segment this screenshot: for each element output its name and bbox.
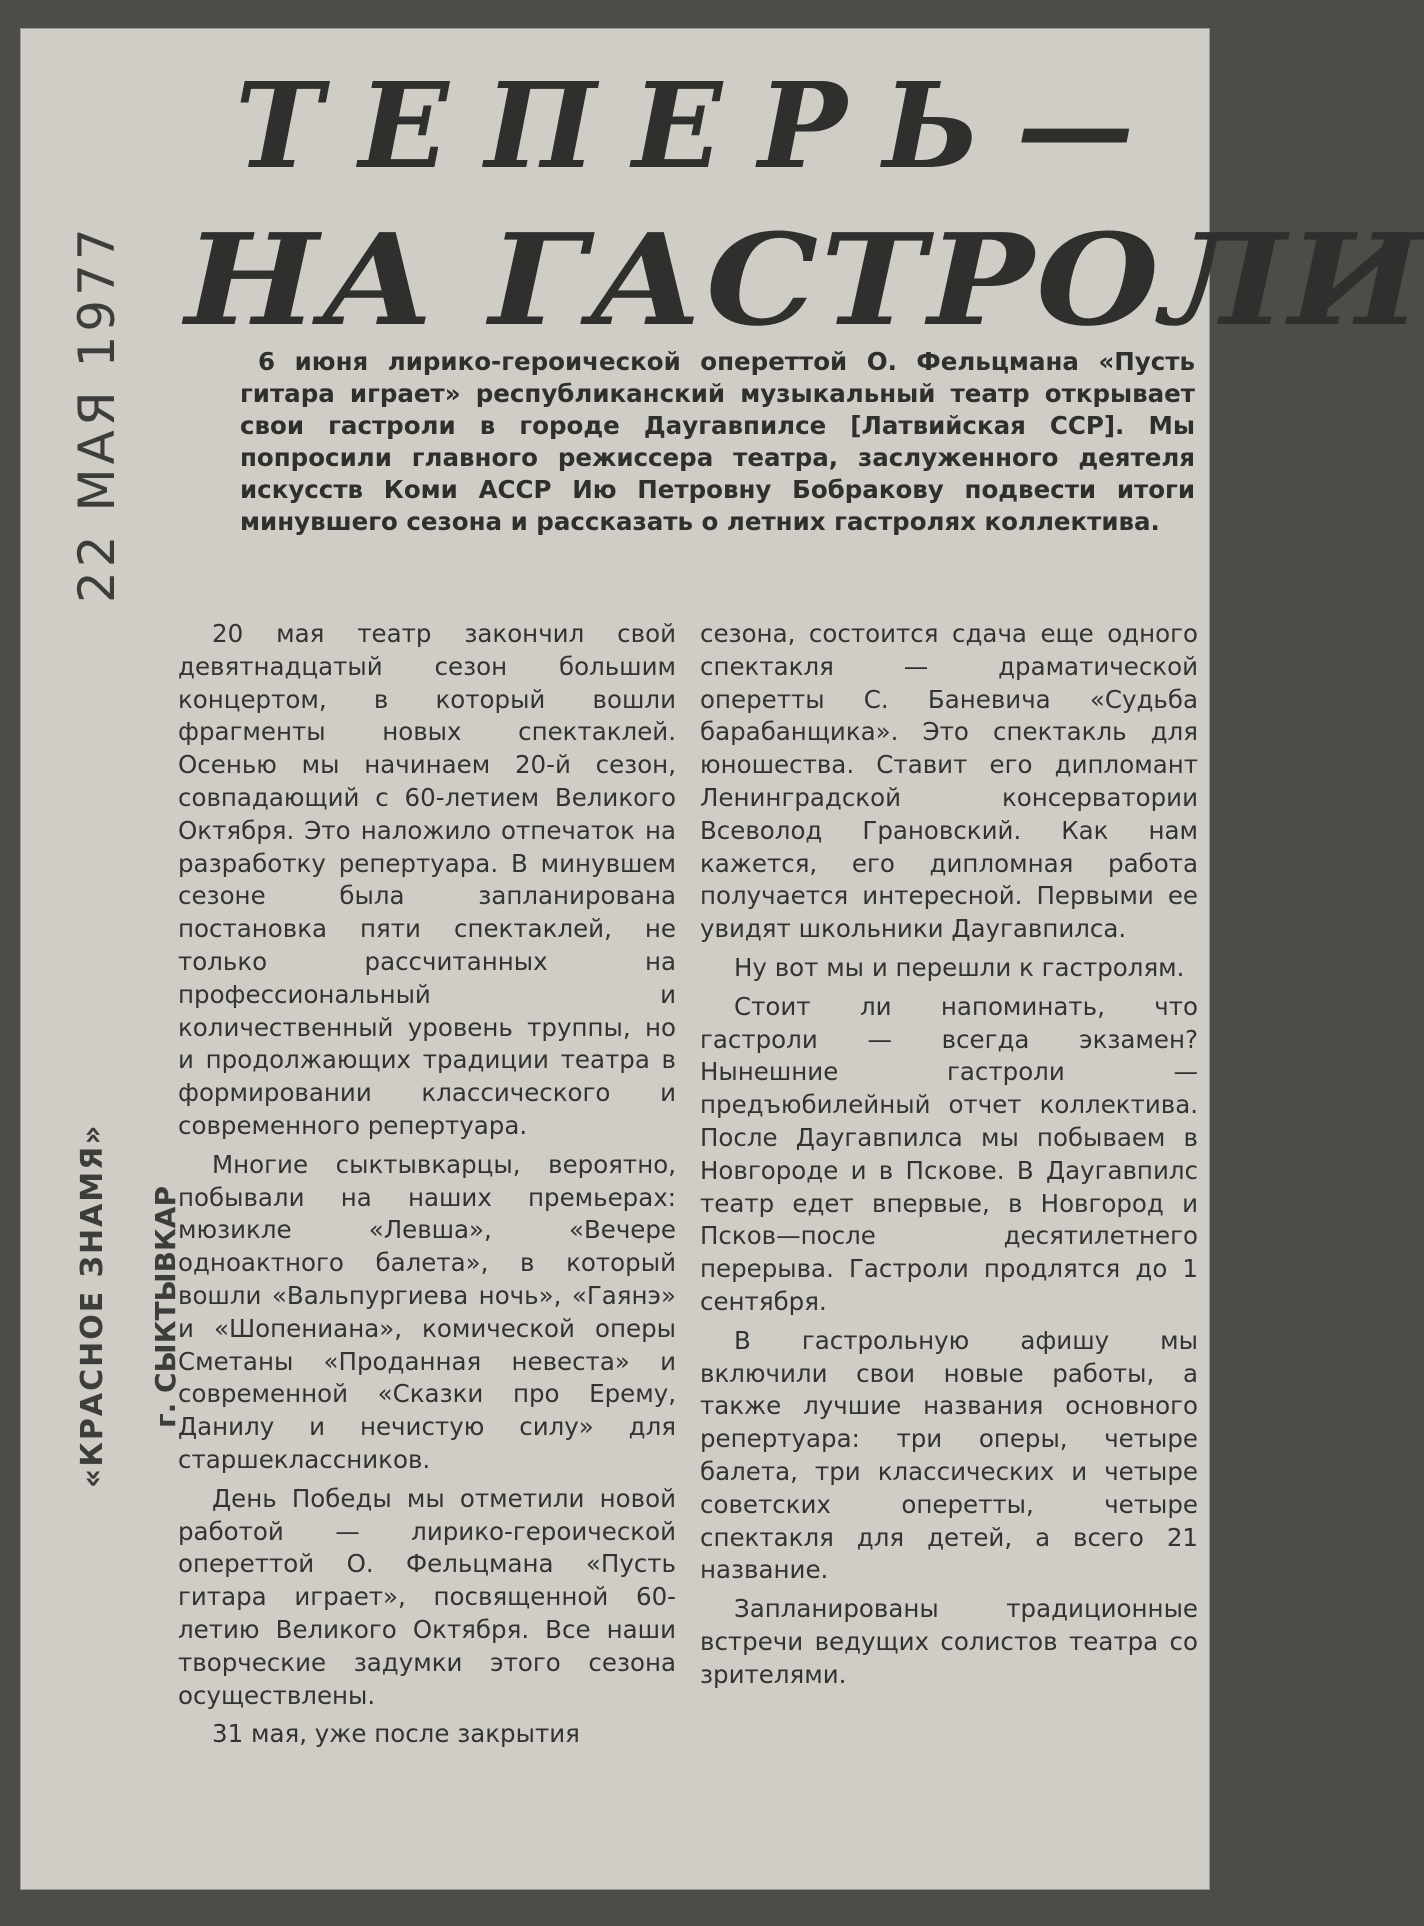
paragraph: 20 мая театр закончил свой девятнадцатый сезон большим концертом, в который вошли фрагменты новых спектаклей. Осенью мы начинаем 20-й сезон, совпадающий с 60-летием Великого Октября. Это наложило отпечаток на разработку репертуара. В минувшем сезоне была запланирована постановка пяти спектаклей, не только рассчитанных на профессиональный и количественный уровень труппы, но и продолжающих традиции театра в формировании классического и современного репертуара. <box>178 619 676 1140</box>
headline-line-1: ТЕПЕРЬ— <box>235 56 1171 195</box>
paragraph: Запланированы традиционные встречи ведущих солистов театра со зрителями. <box>700 1594 1198 1689</box>
article-column-left <box>178 618 676 1757</box>
archive-stamp <box>20 28 182 1890</box>
headline-line-2: НА ГАСТРОЛИ <box>185 206 1424 354</box>
stamp-city: г. СЫКТЫВКАР <box>149 1186 182 1428</box>
paragraph: Стоит ли напоминать, что гастроли — всегда экзамен? Нынешние гастроли — предъюбилейный отчет коллектива. После Даугавпилса мы побываем в Новгороде и в Пскове. В Даугавпилс театр едет впервые, в Новгород и Псков—после десятилетнего перерыва. Гастроли продлятся до 1 сентября. <box>700 991 1198 1316</box>
paragraph: День Победы мы отметили новой работой — лирико-героической опереттой О. Фельцмана «Пусть гитара играет», посвященной 60-летию Великого Октября. Все наши творческие задумки этого сезона осуществлены. <box>178 1483 676 1710</box>
paragraph: Ну вот мы и перешли к гастролям. <box>734 952 1185 982</box>
lead-paragraph: 6 июня лирико-героической опереттой О. Фельцмана «Пусть гитара играет» республиканский музыкальный театр открывает свои гастроли в городе Даугавпилсе [Латвийская ССР]. Мы попросили главного режиссера театра, заслуженного деятеля искусств Коми АССР Ию Петровну Бобракову подвести итоги минувшего сезона и рассказать о летних гастролях коллектива. <box>240 347 1195 536</box>
paragraph: сезона, состоится сдача еще одного спектакля — драматической оперетты С. Баневича «Судьба барабанщика». Это спектакль для юношества. Ставит его дипломант Ленинградской консерватории Всеволод Грановский. Как нам кажется, его дипломная работа получается интересной. Первыми ее увидят школьники Даугавпилса. <box>700 619 1198 944</box>
newspaper-clipping <box>20 28 1424 1890</box>
paragraph: В гастрольную афишу мы включили свои новые работы, а также лучшие названия основного репертуара: три оперы, четыре балета, три классических и четыре советских оперетты, четыре спектакля для детей, а всего 21 название. <box>700 1325 1198 1585</box>
article-column-right <box>700 618 1198 1698</box>
stamp-date: 22 МАЯ 1977 <box>68 224 126 603</box>
paragraph: Многие сыктывкарцы, вероятно, побывали на наших премьерах: мюзикле «Левша», «Вечере одноактного балета», в который вошли «Вальпургиева ночь», «Гаянэ» и «Шопениана», комической оперы Сметаны «Проданная невеста» и современной «Сказки про Ерему, Данилу и нечистую силу» для старшеклассников. <box>178 1149 676 1474</box>
paragraph: 31 мая, уже после закрытия <box>212 1719 580 1749</box>
stamp-newspaper: «КРАСНОЕ ЗНАМЯ» <box>75 1123 110 1488</box>
